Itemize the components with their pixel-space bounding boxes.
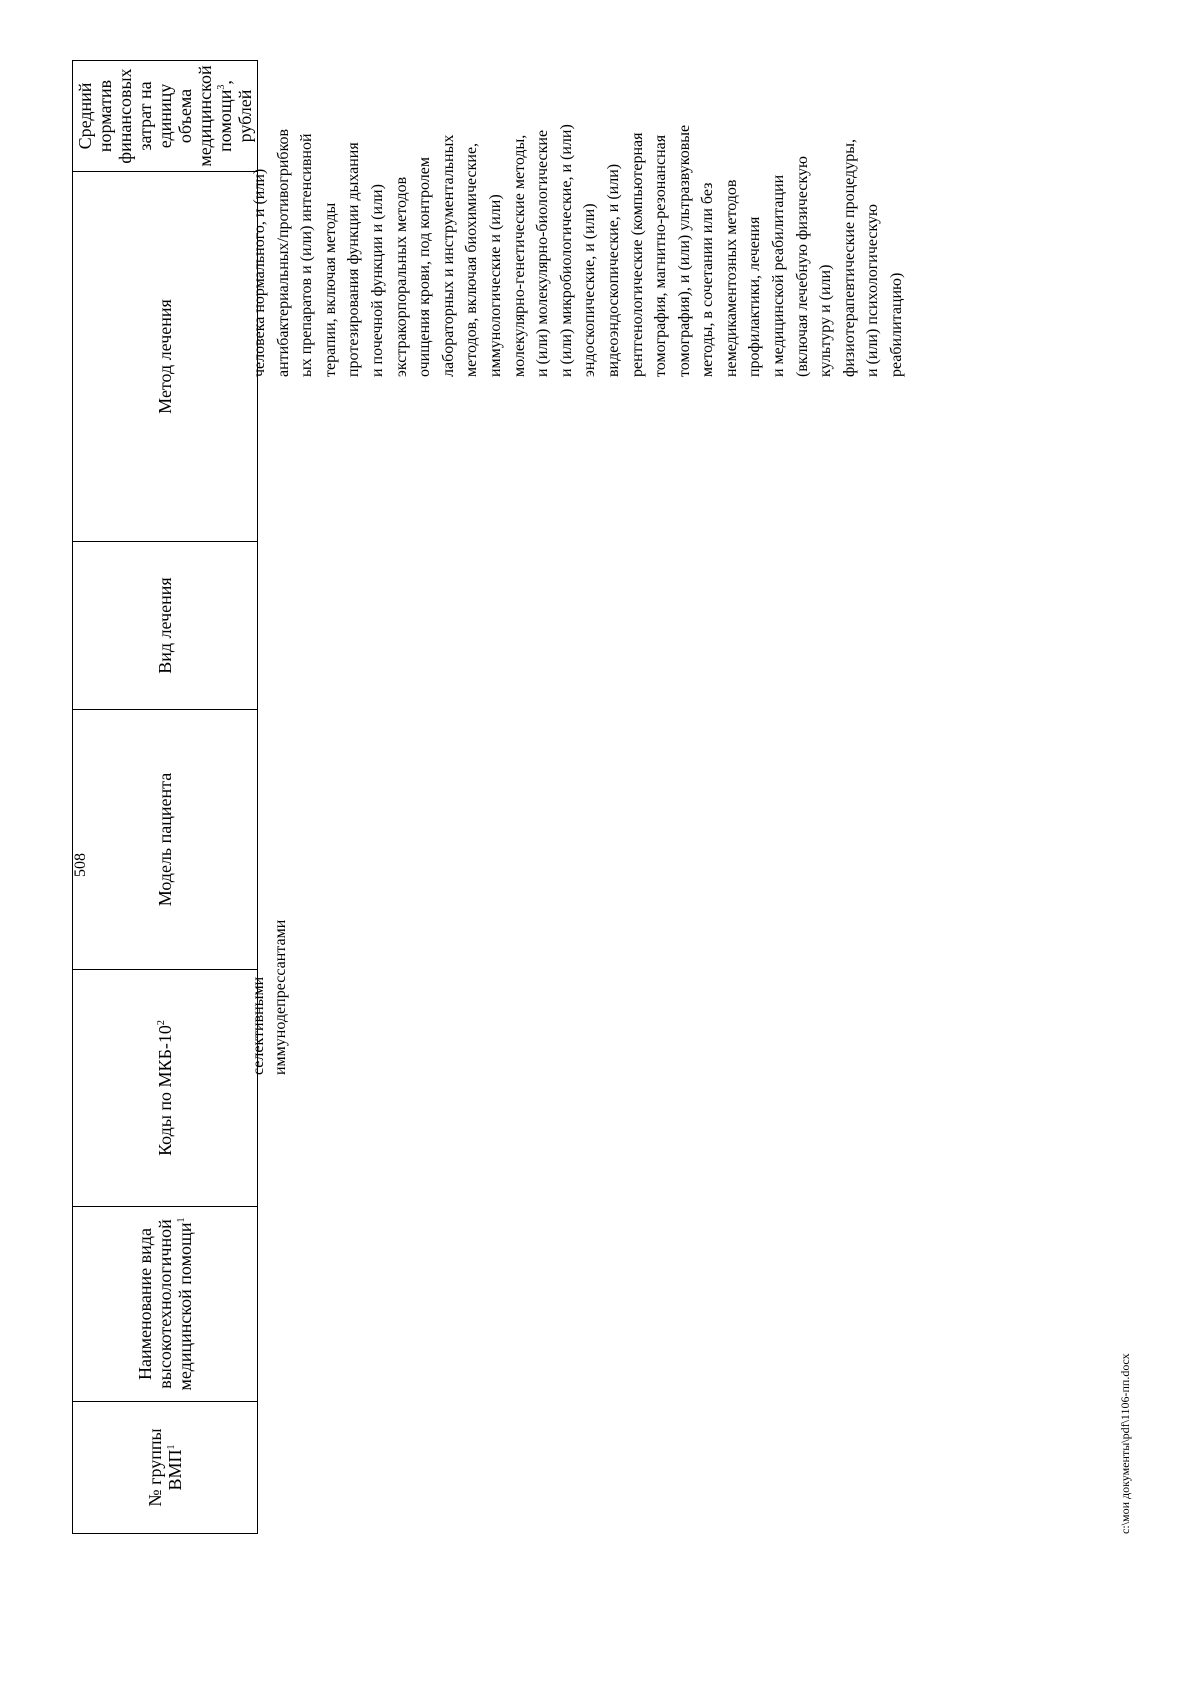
text-line: немедикаментозных методов bbox=[722, 179, 740, 377]
text-line: профилактики, лечения bbox=[746, 216, 764, 377]
text-line: антибактериальных/противогрибков bbox=[274, 128, 292, 377]
text-line: протезирования функции дыхания bbox=[345, 142, 363, 377]
text-line: методы, в сочетании или без bbox=[699, 182, 717, 377]
text-line: и (или) психологическую bbox=[864, 204, 882, 377]
col-avg-cost-label: Средний норматив финансовых затрат на единицу объема медицинской помощи bbox=[75, 65, 235, 167]
col-treatment-method-label: Метод лечения bbox=[155, 299, 175, 414]
text-line: молекулярно-генетические методы, bbox=[510, 134, 528, 377]
text-line: иммунологические и (или) bbox=[486, 194, 504, 377]
footnote-mark: 1 bbox=[176, 1217, 187, 1223]
page-number: 508 bbox=[72, 853, 89, 877]
text-line: терапии, включая методы bbox=[321, 202, 339, 377]
text-line: видеоэндоскопические, и (или) bbox=[604, 163, 622, 377]
treatment-method-cell bbox=[248, 124, 909, 377]
text-line: томография, магнитно-резонансная bbox=[652, 134, 670, 377]
text-line: ых препаратов и (или) интенсивной bbox=[298, 133, 316, 377]
text-line: томография), и (или) ультразвуковые bbox=[675, 124, 693, 377]
text-line: эндоскопические, и (или) bbox=[581, 203, 599, 377]
col-vmp-name bbox=[73, 1207, 258, 1402]
text-line: физиотерапевтические процедуры, bbox=[840, 139, 858, 377]
footnote-mark: 3 bbox=[216, 84, 227, 90]
col-patient-model-label: Модель пациента bbox=[155, 772, 175, 907]
col-treatment-method bbox=[73, 172, 258, 542]
text-line: человека нормального, и (или) bbox=[251, 168, 268, 377]
col-treatment-type bbox=[73, 542, 258, 710]
header-row bbox=[73, 61, 258, 1534]
text-line: культуру и (или) bbox=[817, 264, 835, 377]
col-group-number-label: № группы ВМП bbox=[145, 1428, 185, 1507]
text-line: селективными bbox=[250, 976, 267, 1075]
col-group-number bbox=[73, 1402, 258, 1534]
text-line: рентгенологические (компьютерная bbox=[628, 132, 646, 377]
text-line: и почечной функции и (или) bbox=[368, 184, 386, 377]
text-line: и (или) молекулярно-биологические bbox=[534, 129, 552, 377]
col-icd-codes-label: Коды по МКБ-10 bbox=[155, 1025, 175, 1156]
col-avg-cost-suffix: , рублей bbox=[215, 80, 255, 143]
footnote-mark: 1 bbox=[166, 1444, 177, 1450]
footer-file-path: c:\мои документы\pdf\1106-пп.docx bbox=[1118, 1353, 1132, 1534]
text-line: лабораторных и инструментальных bbox=[439, 134, 457, 377]
col-patient-model bbox=[73, 710, 258, 970]
col-icd-codes bbox=[73, 970, 258, 1207]
text-line: и медицинской реабилитации bbox=[770, 174, 788, 377]
col-treatment-type-label: Вид лечения bbox=[155, 577, 175, 674]
header-table bbox=[72, 60, 258, 1534]
text-line: (включая лечебную физическую bbox=[793, 156, 811, 377]
text-line: экстракорпоральных методов bbox=[392, 176, 410, 377]
footnote-mark: 2 bbox=[156, 1020, 167, 1026]
text-line: очищения крови, под контролем bbox=[416, 157, 434, 377]
text-line: и (или) микробиологические, и (или) bbox=[557, 124, 575, 377]
col-avg-cost bbox=[73, 61, 258, 172]
text-line: реабилитацию) bbox=[888, 272, 906, 377]
patient-model-cell bbox=[248, 920, 292, 1075]
col-vmp-name-label: Наименование вида высокотехнологичной медицинской помощи bbox=[135, 1219, 195, 1391]
text-line: иммунодепрессантами bbox=[272, 919, 289, 1075]
text-line: методов, включая биохимические, bbox=[463, 142, 481, 377]
